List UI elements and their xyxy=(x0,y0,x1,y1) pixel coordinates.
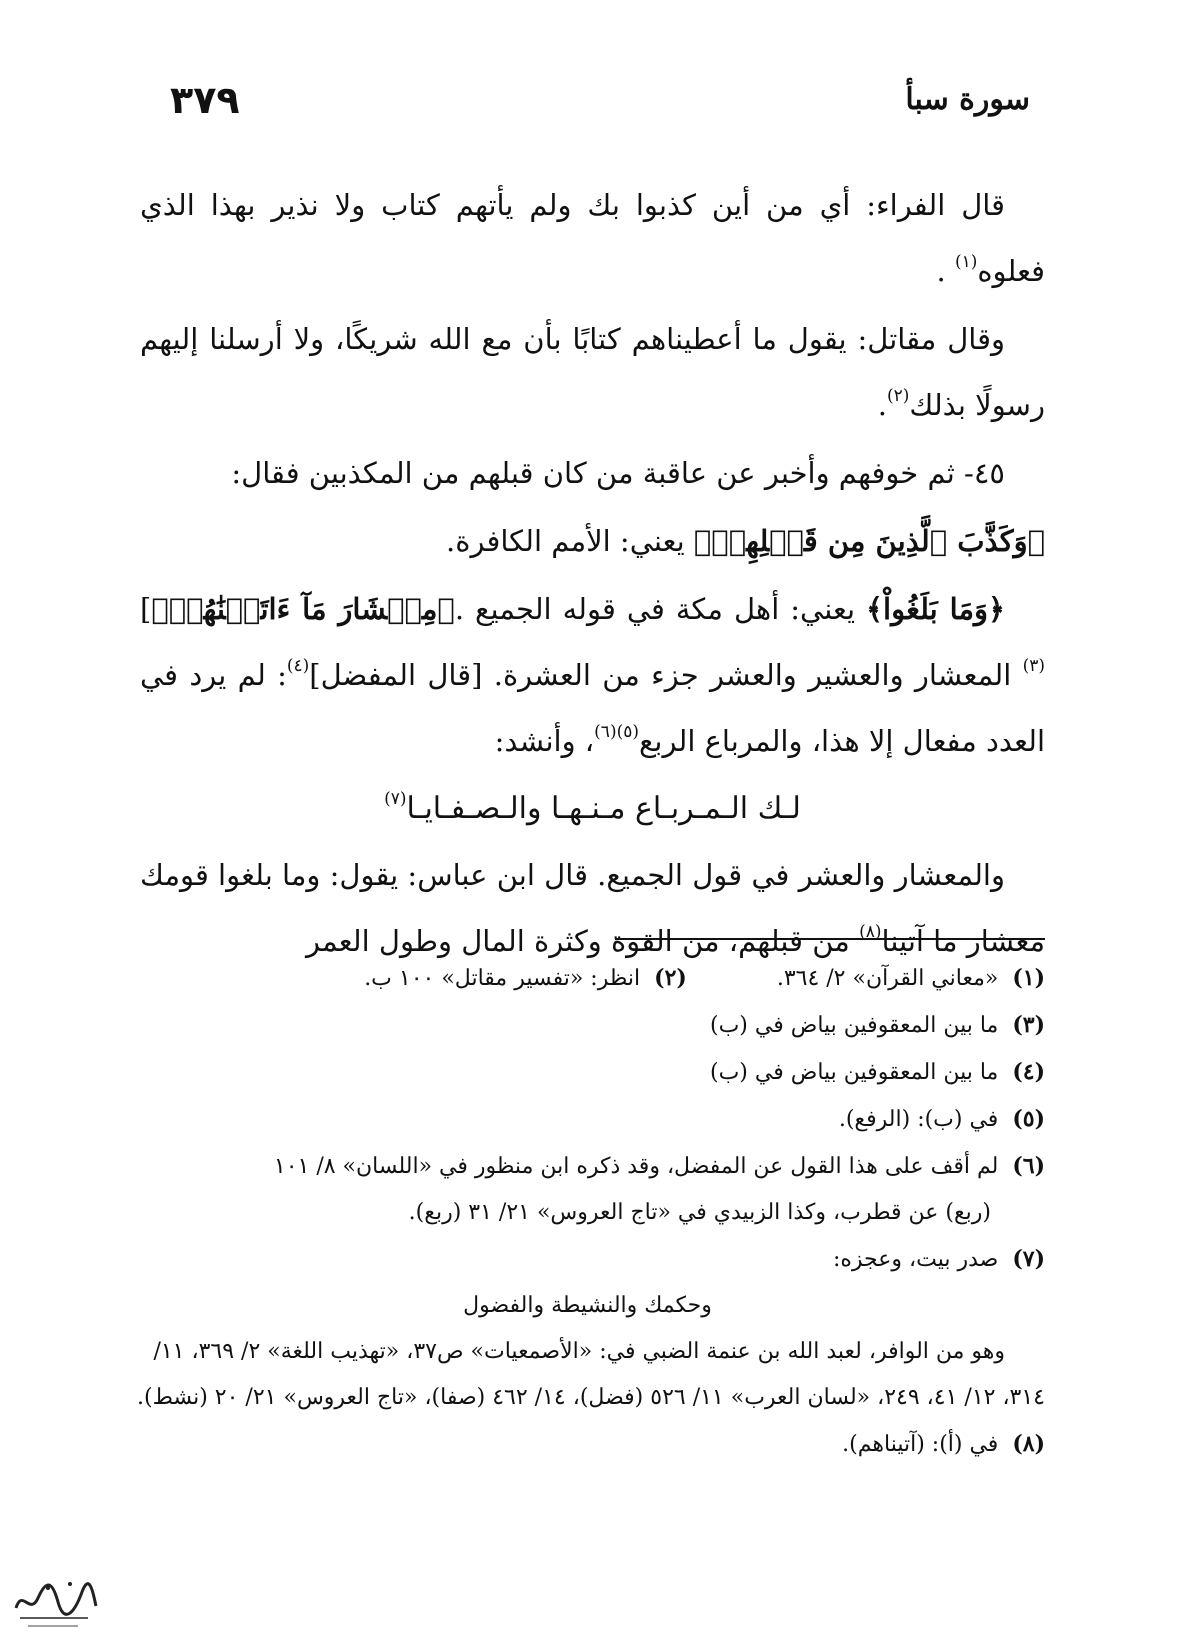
footnote-text: في (ب): (الرفع). xyxy=(838,1107,999,1132)
footnote-text: ما بين المعقوفين بياض في (ب) xyxy=(710,1013,999,1038)
footnotes-section xyxy=(130,955,1045,1468)
paragraph-text: المعشار والعشير والعشر جزء من العشرة. [قال المفضل] xyxy=(309,658,1023,692)
footnote-text: في (أ): (آتيناهم). xyxy=(842,1432,999,1457)
footnote-ref: (٤) xyxy=(286,656,310,676)
surah-name: سورة سبأ xyxy=(905,82,1030,117)
footnote-label: (٨) xyxy=(1012,1431,1045,1457)
footnote-label: (١) xyxy=(1012,965,1045,991)
footnote-7-verse: وحكمك والنشيطة والفضول xyxy=(463,1293,712,1318)
footnote-label: (٦) xyxy=(1012,1153,1045,1179)
footnote-ref: (٢) xyxy=(886,386,910,406)
footnote-8 xyxy=(130,1421,1045,1468)
paragraph-text: ] xyxy=(140,592,152,626)
paragraph-text: يعني: أهل مكة في قوله الجميع . xyxy=(454,592,867,626)
footnote-ref: (٥)(٦) xyxy=(594,722,639,742)
footnote-6 xyxy=(130,1143,1045,1190)
footnote-1 xyxy=(777,955,1045,1002)
page-header xyxy=(170,78,1030,138)
paragraph-5 xyxy=(140,576,1045,774)
quran-quote: ﴿وَكَذَّبَ ٱلَّذِينَ مِن قَبۡلِهِمۡ﴾ xyxy=(693,524,1045,558)
paragraph-text: ، وأنشد: xyxy=(494,724,595,758)
footnote-text: صدر بيت، وعجزه: xyxy=(832,1247,999,1272)
paragraph-text: قال الفراء: أي من أين كذبوا بك ولم يأتهم كتاب ولا نذير بهذا الذي فعلوه xyxy=(140,188,1045,288)
paragraph-text: : لم يرد في العدد مفعال إلا هذا، والمرباع الربع xyxy=(140,658,1045,758)
footnote-label: (٤) xyxy=(1012,1059,1045,1085)
publisher-logo-icon xyxy=(8,1568,100,1638)
paragraph-end: من قبلهم، من القوة وكثرة المال وطول العمر xyxy=(306,924,860,958)
paragraph-text: ٤٥- ثم خوفهم وأخبر عن عاقبة من كان قبلهم من المكذبين فقال: xyxy=(231,456,1005,490)
footnote-label: (٢) xyxy=(654,965,687,991)
footnote-divider xyxy=(615,938,1045,940)
footnote-ref: (٣) xyxy=(1022,656,1045,676)
footnote-5 xyxy=(130,1096,1045,1143)
footnote-7-sources: وهو من الوافر، لعبد الله بن عنمة الضبي في: «الأصمعيات» ص٣٧، «تهذيب اللغة» ٢/ ٣٦٩، ١١/ ٣١٤، ١٢/ ٤١، ٢٤٩، «لسان العرب» ١١/ ٥٢٦ (فضل)، ١٤/ ٤٦٢ (صفا)، «تاج العروس» ٢١/ ٢٠ (نشط). xyxy=(137,1339,1045,1410)
footnote-label: (٥) xyxy=(1012,1106,1045,1132)
paragraph-3 xyxy=(140,440,1045,506)
footnote-text: انظر: «تفسير مقاتل» ١٠٠ ب. xyxy=(364,966,641,991)
paragraph-end: . xyxy=(877,388,887,422)
footnote-4 xyxy=(130,1049,1045,1096)
main-text xyxy=(140,172,1045,976)
footnote-6-continued: (ربع) عن قطرب، وكذا الزبيدي في «تاج العروس» ٢١/ ٣١ (ربع). xyxy=(408,1200,991,1225)
paragraph-text: يعني: الأمم الكافرة. xyxy=(446,524,694,558)
page-number: ٣٧٩ xyxy=(170,78,240,122)
footnote-2 xyxy=(364,955,687,1002)
paragraph-end: . xyxy=(936,254,955,288)
footnote-text: لم أقف على هذا القول عن المفضل، وقد ذكره ابن منظور في «اللسان» ٨/ ١٠١ xyxy=(273,1154,999,1179)
footnote-ref: (٧) xyxy=(384,789,407,809)
verse-text: لـك الـمـربـاع مـنـهـا والـصـفـايـا xyxy=(406,791,801,826)
footnote-row-1-2 xyxy=(130,955,1045,1002)
footnote-label: (٣) xyxy=(1012,1012,1045,1038)
footnote-3 xyxy=(130,1002,1045,1049)
poetry-verse xyxy=(140,776,1045,842)
quran-quote: ﴿وَمَا بَلَغُواْ﴾ xyxy=(866,592,1005,626)
footnote-label: (٧) xyxy=(1012,1246,1045,1272)
footnote-text: ما بين المعقوفين بياض في (ب) xyxy=(710,1060,999,1085)
paragraph-4 xyxy=(140,508,1045,574)
paragraph-2 xyxy=(140,306,1045,438)
quran-quote: ﴿مِعۡشَارَ مَآ ءَاتَيۡنَٰهُمۡ﴾ xyxy=(151,592,455,626)
paragraph-1 xyxy=(140,172,1045,304)
footnote-ref: (١) xyxy=(954,252,978,272)
footnote-7 xyxy=(130,1236,1045,1283)
footnote-text: «معاني القرآن» ٢/ ٣٦٤. xyxy=(776,966,999,991)
paragraph-text: وقال مقاتل: يقول ما أعطيناهم كتابًا بأن مع الله شريكًا، ولا أرسلنا إليهم رسولًا بذلك xyxy=(140,322,1045,422)
paragraph-text: والمعشار والعشر في قول الجميع. قال ابن عباس: يقول: وما بلغوا قومك معشار ما آتينا xyxy=(140,858,1045,958)
footnote-ref: (٨) xyxy=(859,922,882,942)
